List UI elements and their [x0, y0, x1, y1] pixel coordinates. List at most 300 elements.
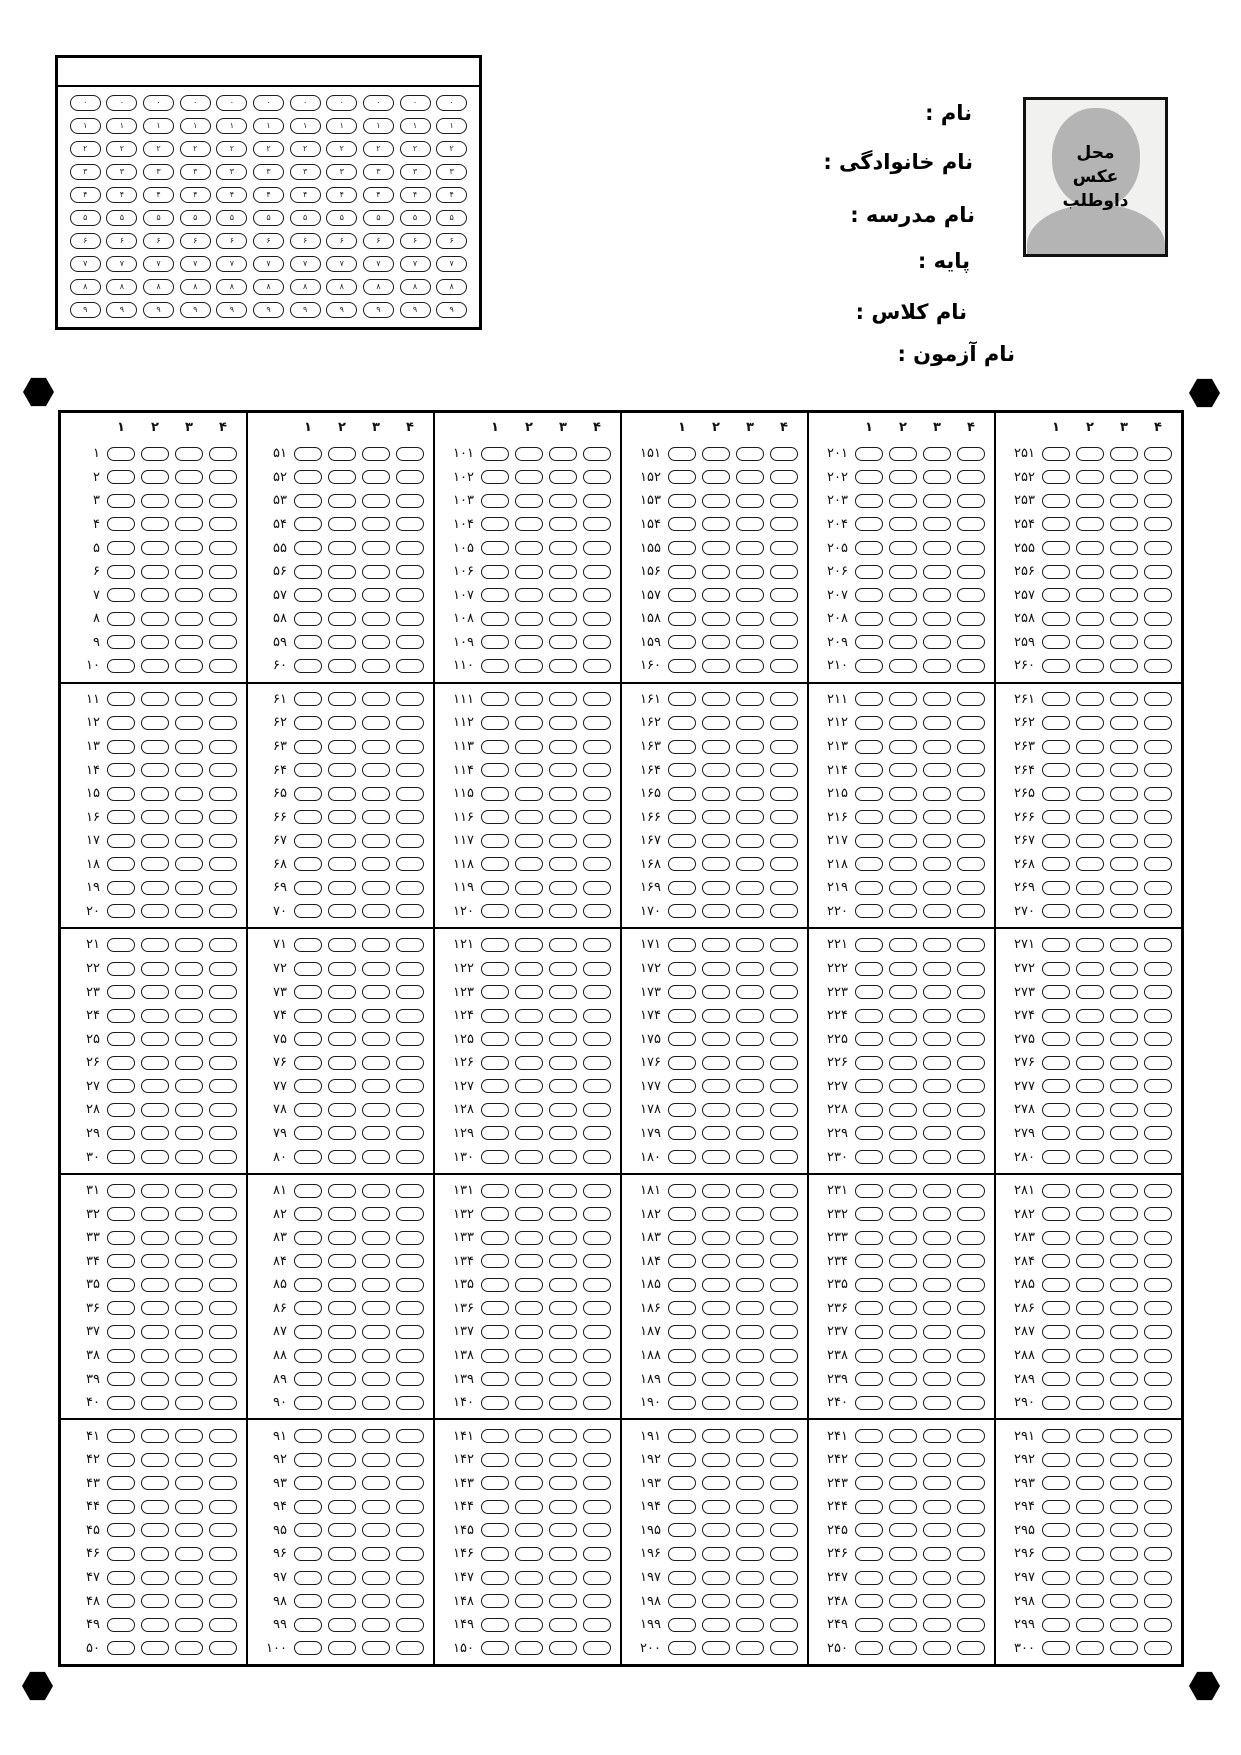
answer-bubble-q131-choice-4[interactable] [583, 1184, 611, 1198]
answer-bubble-q21-choice-3[interactable] [175, 938, 203, 952]
answer-bubble-q9-choice-2[interactable] [141, 635, 169, 649]
answer-bubble-q227-choice-2[interactable] [889, 1079, 917, 1093]
answer-bubble-q146-choice-3[interactable] [549, 1547, 577, 1561]
answer-bubble-q266-choice-4[interactable] [1144, 810, 1172, 824]
answer-bubble-q265-choice-4[interactable] [1144, 787, 1172, 801]
id-digit-bubble-row7-col10[interactable]: ۷ [400, 256, 431, 272]
answer-bubble-q248-choice-1[interactable] [855, 1594, 883, 1608]
answer-bubble-q52-choice-4[interactable] [396, 470, 424, 484]
answer-bubble-q57-choice-3[interactable] [362, 588, 390, 602]
answer-bubble-q149-choice-2[interactable] [515, 1618, 543, 1632]
answer-bubble-q136-choice-2[interactable] [515, 1301, 543, 1315]
answer-bubble-q50-choice-2[interactable] [141, 1641, 169, 1655]
id-digit-bubble-row6-col7[interactable]: ۶ [290, 233, 321, 249]
answer-bubble-q288-choice-3[interactable] [1110, 1349, 1138, 1363]
answer-bubble-q16-choice-1[interactable] [107, 810, 135, 824]
answer-bubble-q41-choice-1[interactable] [107, 1429, 135, 1443]
answer-bubble-q210-choice-3[interactable] [923, 659, 951, 673]
answer-bubble-q127-choice-2[interactable] [515, 1079, 543, 1093]
answer-bubble-q240-choice-3[interactable] [923, 1396, 951, 1410]
answer-bubble-q193-choice-4[interactable] [770, 1476, 798, 1490]
answer-bubble-q67-choice-4[interactable] [396, 834, 424, 848]
answer-bubble-q193-choice-1[interactable] [668, 1476, 696, 1490]
answer-bubble-q115-choice-2[interactable] [515, 787, 543, 801]
answer-bubble-q76-choice-3[interactable] [362, 1056, 390, 1070]
answer-bubble-q140-choice-4[interactable] [583, 1396, 611, 1410]
answer-bubble-q22-choice-2[interactable] [141, 962, 169, 976]
answer-bubble-q108-choice-4[interactable] [583, 612, 611, 626]
answer-bubble-q183-choice-3[interactable] [736, 1231, 764, 1245]
answer-bubble-q102-choice-1[interactable] [481, 470, 509, 484]
answer-bubble-q219-choice-3[interactable] [923, 881, 951, 895]
answer-bubble-q288-choice-1[interactable] [1042, 1349, 1070, 1363]
answer-bubble-q226-choice-1[interactable] [855, 1056, 883, 1070]
answer-bubble-q29-choice-4[interactable] [209, 1126, 237, 1140]
answer-bubble-q236-choice-2[interactable] [889, 1301, 917, 1315]
answer-bubble-q257-choice-2[interactable] [1076, 588, 1104, 602]
answer-bubble-q60-choice-4[interactable] [396, 659, 424, 673]
answer-bubble-q299-choice-2[interactable] [1076, 1618, 1104, 1632]
answer-bubble-q116-choice-1[interactable] [481, 810, 509, 824]
id-digit-bubble-row1-col1[interactable]: ۱ [70, 118, 101, 134]
answer-bubble-q164-choice-4[interactable] [770, 763, 798, 777]
answer-bubble-q23-choice-1[interactable] [107, 985, 135, 999]
answer-bubble-q68-choice-4[interactable] [396, 857, 424, 871]
answer-bubble-q112-choice-2[interactable] [515, 716, 543, 730]
answer-bubble-q93-choice-4[interactable] [396, 1476, 424, 1490]
answer-bubble-q84-choice-4[interactable] [396, 1254, 424, 1268]
answer-bubble-q62-choice-2[interactable] [328, 716, 356, 730]
answer-bubble-q285-choice-2[interactable] [1076, 1278, 1104, 1292]
answer-bubble-q19-choice-3[interactable] [175, 881, 203, 895]
answer-bubble-q51-choice-2[interactable] [328, 447, 356, 461]
answer-bubble-q49-choice-1[interactable] [107, 1618, 135, 1632]
answer-bubble-q148-choice-4[interactable] [583, 1594, 611, 1608]
answer-bubble-q247-choice-2[interactable] [889, 1571, 917, 1585]
answer-bubble-q22-choice-1[interactable] [107, 962, 135, 976]
answer-bubble-q144-choice-3[interactable] [549, 1500, 577, 1514]
answer-bubble-q109-choice-4[interactable] [583, 635, 611, 649]
answer-bubble-q283-choice-1[interactable] [1042, 1231, 1070, 1245]
answer-bubble-q183-choice-1[interactable] [668, 1231, 696, 1245]
answer-bubble-q225-choice-2[interactable] [889, 1032, 917, 1046]
answer-bubble-q209-choice-4[interactable] [957, 635, 985, 649]
answer-bubble-q139-choice-3[interactable] [549, 1372, 577, 1386]
answer-bubble-q104-choice-3[interactable] [549, 517, 577, 531]
answer-bubble-q73-choice-1[interactable] [294, 985, 322, 999]
answer-bubble-q208-choice-4[interactable] [957, 612, 985, 626]
answer-bubble-q210-choice-4[interactable] [957, 659, 985, 673]
answer-bubble-q286-choice-1[interactable] [1042, 1301, 1070, 1315]
answer-bubble-q291-choice-4[interactable] [1144, 1429, 1172, 1443]
answer-bubble-q72-choice-3[interactable] [362, 962, 390, 976]
answer-bubble-q271-choice-2[interactable] [1076, 938, 1104, 952]
id-digit-bubble-row8-col11[interactable]: ۸ [436, 279, 467, 295]
answer-bubble-q5-choice-4[interactable] [209, 541, 237, 555]
answer-bubble-q208-choice-3[interactable] [923, 612, 951, 626]
answer-bubble-q296-choice-1[interactable] [1042, 1547, 1070, 1561]
answer-bubble-q240-choice-1[interactable] [855, 1396, 883, 1410]
answer-bubble-q148-choice-2[interactable] [515, 1594, 543, 1608]
answer-bubble-q256-choice-4[interactable] [1144, 565, 1172, 579]
answer-bubble-q222-choice-3[interactable] [923, 962, 951, 976]
answer-bubble-q161-choice-4[interactable] [770, 692, 798, 706]
answer-bubble-q67-choice-3[interactable] [362, 834, 390, 848]
id-digit-bubble-row7-col7[interactable]: ۷ [290, 256, 321, 272]
answer-bubble-q114-choice-1[interactable] [481, 763, 509, 777]
id-digit-bubble-row9-col8[interactable]: ۹ [326, 302, 357, 318]
answer-bubble-q7-choice-2[interactable] [141, 588, 169, 602]
answer-bubble-q20-choice-4[interactable] [209, 904, 237, 918]
answer-bubble-q147-choice-1[interactable] [481, 1571, 509, 1585]
answer-bubble-q70-choice-4[interactable] [396, 904, 424, 918]
answer-bubble-q88-choice-2[interactable] [328, 1349, 356, 1363]
answer-bubble-q186-choice-2[interactable] [702, 1301, 730, 1315]
id-digit-bubble-row1-col8[interactable]: ۱ [326, 118, 357, 134]
answer-bubble-q122-choice-3[interactable] [549, 962, 577, 976]
answer-bubble-q141-choice-2[interactable] [515, 1429, 543, 1443]
id-digit-bubble-row4-col6[interactable]: ۴ [253, 187, 284, 203]
answer-bubble-q53-choice-1[interactable] [294, 494, 322, 508]
answer-bubble-q126-choice-4[interactable] [583, 1056, 611, 1070]
answer-bubble-q92-choice-4[interactable] [396, 1453, 424, 1467]
answer-bubble-q130-choice-2[interactable] [515, 1150, 543, 1164]
answer-bubble-q69-choice-4[interactable] [396, 881, 424, 895]
answer-bubble-q157-choice-1[interactable] [668, 588, 696, 602]
answer-bubble-q79-choice-4[interactable] [396, 1126, 424, 1140]
answer-bubble-q201-choice-2[interactable] [889, 447, 917, 461]
answer-bubble-q145-choice-2[interactable] [515, 1523, 543, 1537]
answer-bubble-q277-choice-3[interactable] [1110, 1079, 1138, 1093]
answer-bubble-q265-choice-1[interactable] [1042, 787, 1070, 801]
answer-bubble-q209-choice-1[interactable] [855, 635, 883, 649]
answer-bubble-q292-choice-2[interactable] [1076, 1453, 1104, 1467]
answer-bubble-q100-choice-1[interactable] [294, 1641, 322, 1655]
answer-bubble-q220-choice-2[interactable] [889, 904, 917, 918]
answer-bubble-q40-choice-4[interactable] [209, 1396, 237, 1410]
answer-bubble-q111-choice-4[interactable] [583, 692, 611, 706]
answer-bubble-q297-choice-3[interactable] [1110, 1571, 1138, 1585]
answer-bubble-q224-choice-4[interactable] [957, 1009, 985, 1023]
answer-bubble-q54-choice-4[interactable] [396, 517, 424, 531]
id-digit-bubble-row0-col10[interactable]: ۰ [400, 95, 431, 111]
answer-bubble-q217-choice-4[interactable] [957, 834, 985, 848]
answer-bubble-q112-choice-4[interactable] [583, 716, 611, 730]
answer-bubble-q33-choice-3[interactable] [175, 1231, 203, 1245]
answer-bubble-q14-choice-2[interactable] [141, 763, 169, 777]
answer-bubble-q107-choice-1[interactable] [481, 588, 509, 602]
answer-bubble-q211-choice-1[interactable] [855, 692, 883, 706]
answer-bubble-q135-choice-3[interactable] [549, 1278, 577, 1292]
answer-bubble-q96-choice-1[interactable] [294, 1547, 322, 1561]
answer-bubble-q300-choice-2[interactable] [1076, 1641, 1104, 1655]
answer-bubble-q71-choice-1[interactable] [294, 938, 322, 952]
answer-bubble-q58-choice-1[interactable] [294, 612, 322, 626]
answer-bubble-q108-choice-2[interactable] [515, 612, 543, 626]
answer-bubble-q14-choice-1[interactable] [107, 763, 135, 777]
answer-bubble-q237-choice-4[interactable] [957, 1325, 985, 1339]
answer-bubble-q57-choice-4[interactable] [396, 588, 424, 602]
id-digit-bubble-row6-col4[interactable]: ۶ [180, 233, 211, 249]
student-id-write-strip[interactable] [58, 58, 479, 87]
answer-bubble-q118-choice-4[interactable] [583, 857, 611, 871]
answer-bubble-q291-choice-1[interactable] [1042, 1429, 1070, 1443]
answer-bubble-q228-choice-3[interactable] [923, 1103, 951, 1117]
answer-bubble-q66-choice-1[interactable] [294, 810, 322, 824]
answer-bubble-q106-choice-2[interactable] [515, 565, 543, 579]
answer-bubble-q253-choice-4[interactable] [1144, 494, 1172, 508]
answer-bubble-q255-choice-2[interactable] [1076, 541, 1104, 555]
answer-bubble-q146-choice-1[interactable] [481, 1547, 509, 1561]
answer-bubble-q168-choice-3[interactable] [736, 857, 764, 871]
answer-bubble-q284-choice-1[interactable] [1042, 1254, 1070, 1268]
answer-bubble-q233-choice-3[interactable] [923, 1231, 951, 1245]
answer-bubble-q203-choice-4[interactable] [957, 494, 985, 508]
answer-bubble-q56-choice-2[interactable] [328, 565, 356, 579]
answer-bubble-q117-choice-4[interactable] [583, 834, 611, 848]
answer-bubble-q160-choice-2[interactable] [702, 659, 730, 673]
id-digit-bubble-row3-col5[interactable]: ۳ [216, 164, 247, 180]
answer-bubble-q276-choice-1[interactable] [1042, 1056, 1070, 1070]
id-digit-bubble-row1-col3[interactable]: ۱ [143, 118, 174, 134]
answer-bubble-q202-choice-1[interactable] [855, 470, 883, 484]
answer-bubble-q252-choice-1[interactable] [1042, 470, 1070, 484]
id-digit-bubble-row0-col1[interactable]: ۰ [70, 95, 101, 111]
answer-bubble-q260-choice-2[interactable] [1076, 659, 1104, 673]
id-digit-bubble-row5-col5[interactable]: ۵ [216, 210, 247, 226]
answer-bubble-q4-choice-1[interactable] [107, 517, 135, 531]
answer-bubble-q174-choice-1[interactable] [668, 1009, 696, 1023]
answer-bubble-q249-choice-4[interactable] [957, 1618, 985, 1632]
answer-bubble-q35-choice-1[interactable] [107, 1278, 135, 1292]
answer-bubble-q90-choice-1[interactable] [294, 1396, 322, 1410]
answer-bubble-q85-choice-3[interactable] [362, 1278, 390, 1292]
answer-bubble-q124-choice-3[interactable] [549, 1009, 577, 1023]
answer-bubble-q237-choice-2[interactable] [889, 1325, 917, 1339]
answer-bubble-q160-choice-4[interactable] [770, 659, 798, 673]
answer-bubble-q195-choice-4[interactable] [770, 1523, 798, 1537]
answer-bubble-q150-choice-2[interactable] [515, 1641, 543, 1655]
answer-bubble-q61-choice-1[interactable] [294, 692, 322, 706]
answer-bubble-q48-choice-1[interactable] [107, 1594, 135, 1608]
answer-bubble-q175-choice-4[interactable] [770, 1032, 798, 1046]
answer-bubble-q189-choice-4[interactable] [770, 1372, 798, 1386]
answer-bubble-q113-choice-1[interactable] [481, 740, 509, 754]
answer-bubble-q189-choice-1[interactable] [668, 1372, 696, 1386]
answer-bubble-q7-choice-1[interactable] [107, 588, 135, 602]
answer-bubble-q240-choice-4[interactable] [957, 1396, 985, 1410]
answer-bubble-q37-choice-2[interactable] [141, 1325, 169, 1339]
answer-bubble-q137-choice-4[interactable] [583, 1325, 611, 1339]
id-digit-bubble-row9-col11[interactable]: ۹ [436, 302, 467, 318]
answer-bubble-q184-choice-1[interactable] [668, 1254, 696, 1268]
answer-bubble-q159-choice-1[interactable] [668, 635, 696, 649]
answer-bubble-q42-choice-2[interactable] [141, 1453, 169, 1467]
answer-bubble-q207-choice-2[interactable] [889, 588, 917, 602]
answer-bubble-q59-choice-3[interactable] [362, 635, 390, 649]
answer-bubble-q39-choice-2[interactable] [141, 1372, 169, 1386]
answer-bubble-q78-choice-1[interactable] [294, 1103, 322, 1117]
answer-bubble-q260-choice-3[interactable] [1110, 659, 1138, 673]
answer-bubble-q196-choice-2[interactable] [702, 1547, 730, 1561]
answer-bubble-q110-choice-2[interactable] [515, 659, 543, 673]
answer-bubble-q5-choice-1[interactable] [107, 541, 135, 555]
answer-bubble-q81-choice-1[interactable] [294, 1184, 322, 1198]
answer-bubble-q79-choice-2[interactable] [328, 1126, 356, 1140]
answer-bubble-q207-choice-3[interactable] [923, 588, 951, 602]
answer-bubble-q93-choice-3[interactable] [362, 1476, 390, 1490]
answer-bubble-q144-choice-2[interactable] [515, 1500, 543, 1514]
answer-bubble-q86-choice-2[interactable] [328, 1301, 356, 1315]
answer-bubble-q73-choice-2[interactable] [328, 985, 356, 999]
answer-bubble-q39-choice-1[interactable] [107, 1372, 135, 1386]
answer-bubble-q95-choice-4[interactable] [396, 1523, 424, 1537]
answer-bubble-q242-choice-2[interactable] [889, 1453, 917, 1467]
answer-bubble-q109-choice-3[interactable] [549, 635, 577, 649]
answer-bubble-q89-choice-2[interactable] [328, 1372, 356, 1386]
id-digit-bubble-row9-col5[interactable]: ۹ [216, 302, 247, 318]
answer-bubble-q148-choice-3[interactable] [549, 1594, 577, 1608]
answer-bubble-q188-choice-3[interactable] [736, 1349, 764, 1363]
id-digit-bubble-row5-col1[interactable]: ۵ [70, 210, 101, 226]
answer-bubble-q109-choice-2[interactable] [515, 635, 543, 649]
answer-bubble-q15-choice-1[interactable] [107, 787, 135, 801]
answer-bubble-q108-choice-1[interactable] [481, 612, 509, 626]
answer-bubble-q162-choice-4[interactable] [770, 716, 798, 730]
answer-bubble-q187-choice-1[interactable] [668, 1325, 696, 1339]
answer-bubble-q146-choice-2[interactable] [515, 1547, 543, 1561]
answer-bubble-q103-choice-1[interactable] [481, 494, 509, 508]
answer-bubble-q123-choice-3[interactable] [549, 985, 577, 999]
answer-bubble-q53-choice-3[interactable] [362, 494, 390, 508]
answer-bubble-q36-choice-1[interactable] [107, 1301, 135, 1315]
answer-bubble-q55-choice-3[interactable] [362, 541, 390, 555]
answer-bubble-q22-choice-4[interactable] [209, 962, 237, 976]
answer-bubble-q3-choice-4[interactable] [209, 494, 237, 508]
answer-bubble-q61-choice-4[interactable] [396, 692, 424, 706]
answer-bubble-q218-choice-3[interactable] [923, 857, 951, 871]
answer-bubble-q187-choice-2[interactable] [702, 1325, 730, 1339]
answer-bubble-q219-choice-2[interactable] [889, 881, 917, 895]
answer-bubble-q106-choice-4[interactable] [583, 565, 611, 579]
answer-bubble-q283-choice-4[interactable] [1144, 1231, 1172, 1245]
answer-bubble-q75-choice-3[interactable] [362, 1032, 390, 1046]
answer-bubble-q124-choice-1[interactable] [481, 1009, 509, 1023]
answer-bubble-q156-choice-4[interactable] [770, 565, 798, 579]
answer-bubble-q241-choice-2[interactable] [889, 1429, 917, 1443]
answer-bubble-q259-choice-3[interactable] [1110, 635, 1138, 649]
answer-bubble-q242-choice-3[interactable] [923, 1453, 951, 1467]
answer-bubble-q16-choice-3[interactable] [175, 810, 203, 824]
answer-bubble-q166-choice-3[interactable] [736, 810, 764, 824]
answer-bubble-q179-choice-3[interactable] [736, 1126, 764, 1140]
answer-bubble-q259-choice-4[interactable] [1144, 635, 1172, 649]
answer-bubble-q75-choice-2[interactable] [328, 1032, 356, 1046]
answer-bubble-q2-choice-1[interactable] [107, 470, 135, 484]
id-digit-bubble-row2-col4[interactable]: ۲ [180, 141, 211, 157]
answer-bubble-q192-choice-2[interactable] [702, 1453, 730, 1467]
answer-bubble-q272-choice-3[interactable] [1110, 962, 1138, 976]
answer-bubble-q295-choice-3[interactable] [1110, 1523, 1138, 1537]
answer-bubble-q281-choice-2[interactable] [1076, 1184, 1104, 1198]
answer-bubble-q273-choice-1[interactable] [1042, 985, 1070, 999]
answer-bubble-q113-choice-4[interactable] [583, 740, 611, 754]
answer-bubble-q38-choice-4[interactable] [209, 1349, 237, 1363]
answer-bubble-q73-choice-3[interactable] [362, 985, 390, 999]
answer-bubble-q239-choice-4[interactable] [957, 1372, 985, 1386]
answer-bubble-q64-choice-3[interactable] [362, 763, 390, 777]
answer-bubble-q235-choice-1[interactable] [855, 1278, 883, 1292]
answer-bubble-q142-choice-1[interactable] [481, 1453, 509, 1467]
answer-bubble-q11-choice-2[interactable] [141, 692, 169, 706]
answer-bubble-q263-choice-1[interactable] [1042, 740, 1070, 754]
answer-bubble-q63-choice-4[interactable] [396, 740, 424, 754]
answer-bubble-q177-choice-2[interactable] [702, 1079, 730, 1093]
answer-bubble-q198-choice-2[interactable] [702, 1594, 730, 1608]
answer-bubble-q91-choice-4[interactable] [396, 1429, 424, 1443]
answer-bubble-q99-choice-3[interactable] [362, 1618, 390, 1632]
answer-bubble-q111-choice-1[interactable] [481, 692, 509, 706]
answer-bubble-q298-choice-3[interactable] [1110, 1594, 1138, 1608]
answer-bubble-q198-choice-1[interactable] [668, 1594, 696, 1608]
answer-bubble-q250-choice-1[interactable] [855, 1641, 883, 1655]
id-digit-bubble-row6-col8[interactable]: ۶ [326, 233, 357, 249]
answer-bubble-q232-choice-3[interactable] [923, 1207, 951, 1221]
answer-bubble-q202-choice-4[interactable] [957, 470, 985, 484]
answer-bubble-q95-choice-1[interactable] [294, 1523, 322, 1537]
answer-bubble-q43-choice-4[interactable] [209, 1476, 237, 1490]
answer-bubble-q156-choice-2[interactable] [702, 565, 730, 579]
id-digit-bubble-row5-col10[interactable]: ۵ [400, 210, 431, 226]
answer-bubble-q88-choice-4[interactable] [396, 1349, 424, 1363]
answer-bubble-q286-choice-4[interactable] [1144, 1301, 1172, 1315]
answer-bubble-q296-choice-2[interactable] [1076, 1547, 1104, 1561]
answer-bubble-q133-choice-1[interactable] [481, 1231, 509, 1245]
answer-bubble-q259-choice-2[interactable] [1076, 635, 1104, 649]
answer-bubble-q158-choice-1[interactable] [668, 612, 696, 626]
answer-bubble-q297-choice-4[interactable] [1144, 1571, 1172, 1585]
answer-bubble-q157-choice-3[interactable] [736, 588, 764, 602]
answer-bubble-q54-choice-1[interactable] [294, 517, 322, 531]
answer-bubble-q105-choice-4[interactable] [583, 541, 611, 555]
answer-bubble-q161-choice-1[interactable] [668, 692, 696, 706]
answer-bubble-q99-choice-2[interactable] [328, 1618, 356, 1632]
answer-bubble-q275-choice-1[interactable] [1042, 1032, 1070, 1046]
answer-bubble-q209-choice-3[interactable] [923, 635, 951, 649]
id-digit-bubble-row8-col5[interactable]: ۸ [216, 279, 247, 295]
answer-bubble-q292-choice-1[interactable] [1042, 1453, 1070, 1467]
answer-bubble-q52-choice-3[interactable] [362, 470, 390, 484]
answer-bubble-q258-choice-1[interactable] [1042, 612, 1070, 626]
answer-bubble-q183-choice-4[interactable] [770, 1231, 798, 1245]
answer-bubble-q205-choice-3[interactable] [923, 541, 951, 555]
answer-bubble-q214-choice-4[interactable] [957, 763, 985, 777]
answer-bubble-q202-choice-2[interactable] [889, 470, 917, 484]
answer-bubble-q126-choice-2[interactable] [515, 1056, 543, 1070]
answer-bubble-q29-choice-1[interactable] [107, 1126, 135, 1140]
id-digit-bubble-row3-col1[interactable]: ۳ [70, 164, 101, 180]
answer-bubble-q264-choice-3[interactable] [1110, 763, 1138, 777]
answer-bubble-q293-choice-4[interactable] [1144, 1476, 1172, 1490]
answer-bubble-q138-choice-2[interactable] [515, 1349, 543, 1363]
answer-bubble-q72-choice-4[interactable] [396, 962, 424, 976]
answer-bubble-q232-choice-2[interactable] [889, 1207, 917, 1221]
answer-bubble-q196-choice-4[interactable] [770, 1547, 798, 1561]
answer-bubble-q20-choice-2[interactable] [141, 904, 169, 918]
answer-bubble-q178-choice-1[interactable] [668, 1103, 696, 1117]
answer-bubble-q239-choice-2[interactable] [889, 1372, 917, 1386]
answer-bubble-q51-choice-3[interactable] [362, 447, 390, 461]
